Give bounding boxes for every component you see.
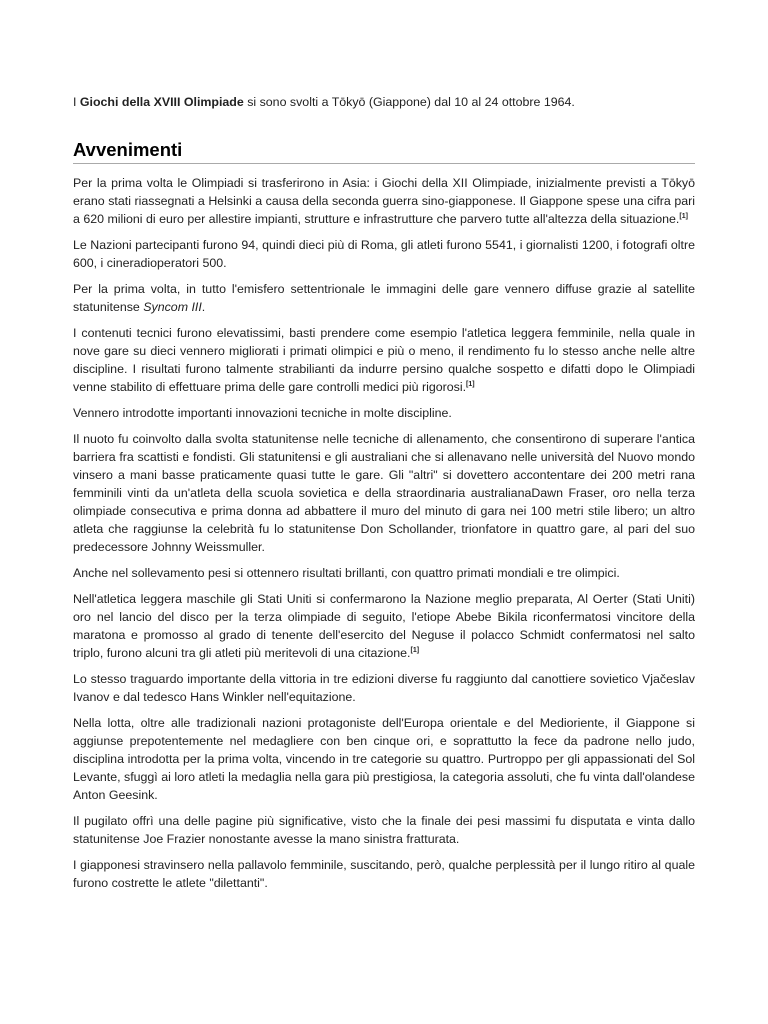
paragraph-text: Nell'atletica leggera maschile gli Stati Uniti si confermarono la Nazione meglio preparata, Al Oerter (Stati Uniti) oro nel lancio del disco per la terza olimpiade di seguito, l'etiope Abebe Bikila riconfermatosi vincitore della maratona e promosso al grado di tenente dell'esercito del Neguse il polacco Schmidt confermatosi nel salto triplo, furono alcuni tra gli atleti più meritevoli di una citazione. <box>73 592 695 660</box>
paragraph-technical-content <box>73 324 695 396</box>
intro-pre: I <box>73 95 80 109</box>
paragraph-text: Per la prima volta le Olimpiadi si trasferirono in Asia: i Giochi della XII Olimpiade, inizialmente previsti a Tōkyō erano stati riassegnati a Helsinki a causa della seconda guerra sino-giapponese. Il Giappone spese una cifra pari a 620 milioni di euro per allestire impianti, strutture e infrastrutture che parvero tutte all'altezza della situazione. <box>73 176 695 226</box>
paragraph-innovations: Vennero introdotte importanti innovazioni tecniche in molte discipline. <box>73 406 452 420</box>
paragraph-volleyball: I giapponesi stravinsero nella pallavolo femminile, suscitando, però, qualche perplessità per il lungo ritiro al quale furono costrette le atlete "dilettanti". <box>73 858 695 890</box>
section-heading: Avvenimenti <box>73 138 695 164</box>
intro-paragraph <box>73 93 698 111</box>
paragraph-first-olympics-asia <box>73 174 695 228</box>
paragraph-athletics <box>73 590 695 662</box>
intro-post: si sono svolti a Tōkyō (Giappone) dal 10 al 24 ottobre 1964. <box>243 95 575 109</box>
paragraph-weightlifting: Anche nel sollevamento pesi si ottennero risultati brillanti, con quattro primati mondiali e tre olimpici. <box>73 566 620 580</box>
paragraph-text: Per la prima volta, in tutto l'emisfero settentrionale le immagini delle gare vennero diffuse grazie al satellite statunitense <box>73 282 695 314</box>
paragraph-boxing: Il pugilato offrì una delle pagine più significative, visto che la finale dei pesi massimi fu disputata e vinta dallo statunitense Joe Frazier nonostante avesse la mano sinistra fratturata. <box>73 814 695 846</box>
citation-ref[interactable]: [1] <box>410 647 420 654</box>
paragraph-three-editions: Lo stesso traguardo importante della vittoria in tre edizioni diverse fu raggiunto dal canottiere sovietico Vjačeslav Ivanov e dal tedesco Hans Winkler nell'equitazione. <box>73 672 695 704</box>
satellite-name: Syncom III <box>143 300 202 314</box>
paragraph-satellite <box>73 280 695 316</box>
intro-bold-title: Giochi della XVIII Olimpiade <box>79 95 244 109</box>
paragraph-text: I contenuti tecnici furono elevatissimi, basti prendere come esempio l'atletica leggera femminile, nella quale in nove gare su dieci vennero migliorati i primati olimpici e più o meno, il rendimento fu lo stesso anche nelle altre discipline. I risultati furono talmente strabilianti da indurre persino qualche sospetto e difatti dopo le Olimpiadi venne stabilito di effettuare prima delle gare controlli medici più rigorosi. <box>73 326 695 394</box>
paragraph-wrestling-judo: Nella lotta, oltre alle tradizionali nazioni protagoniste dell'Europa orientale e del Medioriente, il Giappone si aggiunse prepotentemente nel medagliere con ben cinque ori, e soprattutto la fece da padrone nello judo, disciplina introdotta per la prima volta, vincendo in tre categorie su quattro. Purtroppo per gli appassionati del Sol Levante, sfuggì ai loro atleti la medaglia nella gara più prestigiosa, la categoria assoluti, che fu vinta dall'olandese Anton Geesink. <box>73 716 695 802</box>
paragraph-text: . <box>201 300 206 314</box>
paragraph-participants: Le Nazioni partecipanti furono 94, quindi dieci più di Roma, gli atleti furono 5541, i giornalisti 1200, i fotografi oltre 600, i cineradioperatori 500. <box>73 238 695 270</box>
section-body <box>73 174 695 900</box>
paragraph-swimming: Il nuoto fu coinvolto dalla svolta statunitense nelle tecniche di allenamento, che consentirono di superare l'antica barriera fra scattisti e fondisti. Gli statunitensi e gli australiani che si allenavano nelle università del Nuovo mondo vinsero a mani basse praticamente quasi tutte le gare. Gli "altri" si dovettero accontentare dei 200 metri rana femminili vinti da un'atleta della scuola sovietica e della straordinaria australianaDawn Fraser, oro nella terza olimpiade consecutiva e prima donna ad abbattere il muro del minuto di gara nei 100 metri stile libero; un altro atleta che raggiunse la celebrità fu lo statunitense Don Schollander, trionfatore in quattro gare, al pari del suo predecessore Johnny Weissmuller. <box>73 432 695 554</box>
citation-ref[interactable]: [1] <box>679 213 688 220</box>
citation-ref[interactable]: [1] <box>466 381 475 388</box>
